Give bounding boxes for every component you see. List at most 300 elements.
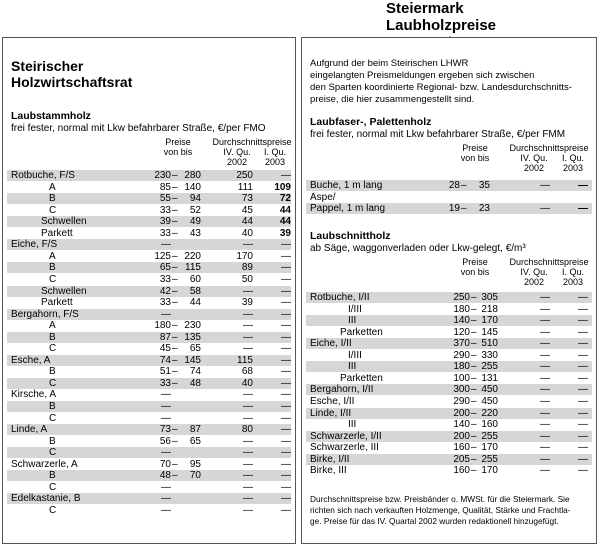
avg-iq-2003: — — [281, 377, 291, 389]
price-from: 74 — [159, 354, 171, 366]
avg-iq-2003: — — [281, 262, 291, 274]
range-dash: – — [471, 361, 477, 373]
price-from: 200 — [453, 407, 470, 419]
avg-iv-2002: — — [540, 465, 550, 477]
price-to: 450 — [481, 395, 498, 407]
avg-iq-2003: — — [578, 203, 588, 214]
row-label: B — [49, 470, 56, 482]
avg-iq-2003: — — [578, 407, 588, 419]
avg-iq-2003: — — [281, 366, 291, 378]
row-label: B — [49, 193, 56, 205]
avg-iv-2002: — — [243, 458, 253, 470]
range-dash: – — [172, 285, 178, 297]
price-from: 42 — [159, 285, 171, 297]
price-from: 180 — [453, 361, 470, 373]
avg-iv-2002: 115 — [237, 354, 253, 366]
avg-iq-2003: — — [281, 424, 291, 436]
price-to: 58 — [189, 285, 201, 297]
avg-iq-2003: — — [281, 354, 291, 366]
avg-iv-2002: — — [540, 442, 550, 454]
row-label: Parketten — [340, 326, 383, 338]
row-label: Edelkastanie, B — [11, 493, 81, 505]
table-row — [306, 454, 592, 465]
row-label: I/III — [348, 349, 362, 361]
avg-iq-2003: — — [281, 435, 291, 447]
range-dash: – — [471, 419, 477, 431]
org-name-line1: Steirischer — [11, 58, 84, 74]
price-to: 160 — [481, 419, 498, 431]
price-to: 60 — [189, 273, 201, 285]
row-label: Rotbuche, I/II — [310, 292, 370, 303]
range-dash: – — [172, 216, 178, 228]
table-row — [7, 297, 291, 308]
row-label: III — [348, 419, 357, 431]
range-dash: – — [471, 384, 477, 396]
table-row — [306, 350, 592, 361]
table-row — [306, 315, 592, 326]
price-to: 220 — [184, 250, 201, 262]
avg-iq-2003: — — [281, 343, 291, 355]
avg-iv-2002: — — [540, 384, 550, 396]
table-row — [306, 465, 592, 476]
price-from: 370 — [453, 338, 470, 350]
avg-iv-2002: — — [243, 331, 253, 343]
section1-subtitle: frei fester, normal mit Lkw befahrbarer Straße, €/per FMM — [310, 129, 566, 140]
range-dash: – — [461, 203, 467, 214]
table-row — [7, 413, 291, 424]
range-dash: – — [471, 430, 477, 442]
price-from: 290 — [453, 349, 470, 361]
table-row — [306, 180, 592, 191]
table-row — [7, 182, 291, 193]
row-label: Schwellen — [41, 216, 87, 228]
row-label: B — [49, 331, 56, 343]
table-row — [306, 419, 592, 430]
table-row — [7, 459, 291, 470]
s2-col-iv: IV. Qu. — [520, 267, 548, 277]
price-to: 170 — [481, 465, 498, 477]
price-from: 45 — [159, 343, 171, 355]
price-from: 300 — [453, 384, 470, 396]
range-dash: – — [471, 292, 477, 303]
price-from: 33 — [159, 227, 171, 239]
price-to: 49 — [189, 216, 201, 228]
row-label: Kirsche, A — [11, 389, 57, 401]
header-region: Steiermark — [386, 0, 464, 17]
avg-iv-2002: — — [243, 401, 253, 412]
table-row — [7, 436, 291, 447]
row-label: Schwarzerle, III — [310, 442, 379, 454]
avg-iv-2002: — — [243, 412, 253, 424]
range-dash: – — [471, 338, 477, 350]
range-dash: – — [172, 343, 178, 355]
footnote-line: Durchschnittspreise bzw. Preisbänder o. MWSt. für die Steiermark. Sie — [310, 494, 570, 504]
range-dash: – — [172, 435, 178, 447]
price-to: 65 — [189, 343, 201, 355]
range-dash: – — [172, 204, 178, 216]
col-header-vonbis: von bis — [163, 147, 193, 157]
table-row — [306, 396, 592, 407]
avg-iv-2002: 170 — [236, 250, 253, 262]
price-to: 43 — [189, 227, 201, 239]
row-label: Parkett — [41, 227, 73, 239]
row-label: C — [49, 273, 57, 285]
avg-iv-2002: — — [243, 320, 253, 332]
avg-iq-2003: — — [281, 458, 291, 470]
avg-iv-2002: — — [243, 389, 253, 401]
row-label: Bergahorn, I/II — [310, 384, 374, 396]
price-from: 33 — [159, 273, 171, 285]
table-row — [7, 366, 291, 377]
avg-iv-2002: — — [243, 239, 253, 251]
avg-iv-2002: — — [540, 372, 550, 384]
avg-iq-2003: — — [578, 349, 588, 361]
price-from: 120 — [453, 326, 470, 338]
range-dash: – — [461, 180, 467, 191]
section2-title: Laubschnittholz — [310, 230, 391, 242]
table-row — [7, 343, 291, 354]
table-row — [7, 482, 291, 493]
avg-iq-2003: — — [578, 292, 588, 303]
price-from: — — [161, 504, 171, 516]
s1-col-iq: I. Qu. — [561, 153, 584, 163]
range-dash: – — [172, 458, 178, 470]
row-label: Linde, I/II — [310, 407, 352, 419]
s2-col-preise: Preise — [462, 257, 488, 267]
avg-iq-2003: — — [578, 326, 588, 338]
price-from: 140 — [453, 419, 470, 431]
price-to: 145 — [481, 326, 498, 338]
avg-iq-2003: 44 — [279, 216, 291, 228]
avg-iv-2002: — — [243, 493, 253, 505]
price-from: — — [161, 481, 171, 493]
s2-col-2003: 2003 — [562, 277, 584, 287]
avg-iq-2003: 72 — [279, 193, 291, 205]
price-to: 218 — [481, 303, 498, 315]
s1-col-2002: 2002 — [523, 163, 545, 173]
table-row — [7, 170, 291, 181]
footnote-line: richten sich nach verkauften Holzmenge, Qualität, Stärke und Frachtla- — [310, 505, 571, 515]
price-to: 305 — [481, 292, 498, 303]
price-to: 255 — [481, 430, 498, 442]
avg-iq-2003: — — [281, 470, 291, 482]
row-label: C — [49, 447, 57, 459]
table-row — [7, 239, 291, 250]
price-to: 87 — [189, 424, 201, 436]
s1-col-iv: IV. Qu. — [520, 153, 548, 163]
avg-iv-2002: — — [243, 447, 253, 459]
price-from: 160 — [453, 442, 470, 454]
table-row — [7, 286, 291, 297]
row-label: I/III — [348, 303, 362, 315]
avg-iq-2003: — — [578, 315, 588, 327]
avg-iv-2002: — — [243, 308, 253, 320]
range-dash: – — [172, 193, 178, 205]
table-row — [7, 228, 291, 239]
price-to: 135 — [184, 331, 201, 343]
price-to: 145 — [184, 354, 201, 366]
avg-iv-2002: — — [540, 419, 550, 431]
avg-iq-2003: — — [281, 412, 291, 424]
table-row — [306, 292, 592, 303]
right-panel — [301, 37, 597, 544]
price-from: 55 — [159, 193, 171, 205]
row-label: C — [49, 204, 57, 216]
row-label: A — [49, 320, 56, 332]
intro-line: den Sparten koordinierte Regional- bzw. Landesdurchschnitts- — [310, 82, 572, 93]
range-dash: – — [172, 170, 178, 181]
table-row — [306, 361, 592, 372]
row-label: A — [49, 250, 56, 262]
price-from: 51 — [159, 366, 171, 378]
price-from: — — [161, 239, 171, 251]
org-name-line2: Holzwirtschaftsrat — [11, 74, 133, 90]
avg-iq-2003: — — [578, 303, 588, 315]
price-from: — — [161, 401, 171, 412]
price-from: — — [161, 308, 171, 320]
price-from: 73 — [159, 424, 171, 436]
intro-line: eingelangten Preismeldungen ergeben sich zwischen — [310, 70, 535, 81]
header-title: Laubholzpreise — [386, 17, 497, 34]
row-label: Birke, I/II — [310, 453, 350, 465]
price-to: 70 — [189, 470, 201, 482]
price-from: 56 — [159, 435, 171, 447]
price-to: 95 — [189, 458, 201, 470]
avg-iv-2002: 111 — [237, 181, 253, 193]
table-row — [306, 338, 592, 349]
price-from: 65 — [159, 262, 171, 274]
price-to: 74 — [189, 366, 201, 378]
table-row — [7, 205, 291, 216]
table-row — [7, 424, 291, 435]
table-row — [7, 320, 291, 331]
table-row — [7, 355, 291, 366]
row-label: C — [49, 343, 57, 355]
price-from: 87 — [159, 331, 171, 343]
row-label: B — [49, 435, 56, 447]
row-label: Bergahorn, F/S — [11, 308, 79, 320]
row-label: III — [348, 315, 357, 327]
avg-iv-2002: 40 — [241, 227, 253, 239]
row-label: Birke, III — [310, 465, 347, 477]
price-from: 28 — [448, 180, 460, 191]
table-row — [306, 304, 592, 315]
row-label: III — [348, 361, 357, 373]
avg-iv-2002: — — [540, 326, 550, 338]
avg-iq-2003: 44 — [279, 204, 291, 216]
price-to: 48 — [189, 377, 201, 389]
row-label: Schwarzerle, I/II — [310, 430, 382, 442]
avg-iv-2002: 73 — [241, 193, 253, 205]
price-to: 65 — [189, 435, 201, 447]
price-from: 180 — [154, 320, 171, 332]
avg-iv-2002: — — [540, 180, 550, 191]
avg-iv-2002: — — [540, 349, 550, 361]
avg-iv-2002: — — [540, 203, 550, 214]
avg-iq-2003: — — [578, 419, 588, 431]
avg-iv-2002: 50 — [241, 273, 253, 285]
row-label: Rotbuche, F/S — [11, 170, 75, 181]
table-row — [7, 216, 291, 227]
s1-col-preise: Preise — [462, 143, 488, 153]
row-label: Esche, A — [11, 354, 51, 366]
price-from: — — [161, 493, 171, 505]
avg-iq-2003: — — [578, 384, 588, 396]
avg-iv-2002: — — [540, 453, 550, 465]
avg-iq-2003: — — [281, 297, 291, 309]
row-label: Eiche, F/S — [11, 239, 58, 251]
price-to: 131 — [481, 372, 498, 384]
row-label: B — [49, 262, 56, 274]
avg-iv-2002: — — [540, 315, 550, 327]
left-panel — [2, 37, 296, 544]
range-dash: – — [172, 262, 178, 274]
price-from: 230 — [154, 170, 171, 181]
table-row — [306, 442, 592, 453]
avg-iq-2003: 109 — [274, 181, 291, 193]
avg-iq-2003: — — [578, 338, 588, 350]
row-label: Eiche, I/II — [310, 338, 352, 350]
avg-iq-2003: — — [281, 170, 291, 181]
avg-iq-2003: — — [578, 361, 588, 373]
s2-col-2002: 2002 — [523, 277, 545, 287]
range-dash: – — [471, 407, 477, 419]
intro-line: Aufgrund der beim Steirischen LHWR — [310, 58, 469, 69]
avg-iq-2003: — — [281, 331, 291, 343]
table-row — [7, 193, 291, 204]
avg-iq-2003: — — [578, 395, 588, 407]
footnote-line: ge. Preise für das IV. Quartal 2002 wurden redaktionell hinzugefügt. — [310, 516, 559, 526]
price-to: 52 — [189, 204, 201, 216]
avg-iq-2003: — — [281, 447, 291, 459]
row-label: Schwellen — [41, 285, 87, 297]
avg-iv-2002: 250 — [236, 170, 253, 181]
avg-iv-2002: 44 — [241, 216, 253, 228]
section2-subtitle: ab Säge, waggonverladen oder Lkw-gelegt, €/m³ — [310, 243, 526, 254]
avg-iq-2003: — — [281, 285, 291, 297]
price-from: 33 — [159, 377, 171, 389]
section1-title: Laubfaser-, Palettenholz — [310, 116, 432, 128]
avg-iq-2003: — — [281, 320, 291, 332]
avg-iv-2002: — — [243, 343, 253, 355]
avg-iq-2003: 39 — [279, 227, 291, 239]
price-to: 140 — [184, 181, 201, 193]
s1-col-vonbis: von bis — [460, 153, 490, 163]
range-dash: – — [172, 377, 178, 389]
avg-iv-2002: 80 — [241, 424, 253, 436]
price-from: 160 — [453, 465, 470, 477]
price-from: 140 — [453, 315, 470, 327]
range-dash: – — [471, 315, 477, 327]
avg-iq-2003: — — [578, 442, 588, 454]
table-row — [306, 431, 592, 442]
row-label: Schwarzerle, A — [11, 458, 78, 470]
table-row — [306, 384, 592, 395]
avg-iv-2002: — — [243, 481, 253, 493]
avg-iv-2002: 89 — [241, 262, 253, 274]
avg-iq-2003: — — [578, 372, 588, 384]
price-from: — — [161, 447, 171, 459]
section-title: Laubstammholz — [11, 110, 91, 122]
range-dash: – — [172, 273, 178, 285]
table-row — [7, 251, 291, 262]
avg-iq-2003: — — [281, 308, 291, 320]
avg-iv-2002: 39 — [241, 297, 253, 309]
s1-col-durch: Durchschnittspreise — [509, 143, 589, 153]
avg-iq-2003: — — [281, 504, 291, 516]
range-dash: – — [172, 250, 178, 262]
table-row — [306, 203, 592, 214]
col-header-iq: I. Qu. — [263, 147, 286, 157]
row-label: C — [49, 504, 57, 516]
row-label: Pappel, 1 m lang — [310, 203, 386, 214]
range-dash: – — [471, 395, 477, 407]
table-row — [7, 309, 291, 320]
range-dash: – — [172, 354, 178, 366]
intro-line: preise, die hier zusammengestellt sind. — [310, 94, 475, 105]
col-header-durch: Durchschnittspreise — [212, 137, 292, 147]
avg-iv-2002: — — [243, 504, 253, 516]
avg-iv-2002: — — [540, 407, 550, 419]
table-row — [7, 447, 291, 458]
table-row — [306, 192, 592, 203]
avg-iv-2002: — — [243, 470, 253, 482]
price-to: 35 — [478, 180, 490, 191]
avg-iv-2002: — — [540, 361, 550, 373]
price-to: 220 — [481, 407, 498, 419]
price-from: 33 — [159, 204, 171, 216]
range-dash: – — [471, 442, 477, 454]
price-to: 255 — [481, 453, 498, 465]
price-from: — — [161, 412, 171, 424]
avg-iq-2003: — — [281, 389, 291, 401]
price-from: 200 — [453, 430, 470, 442]
price-from: 85 — [159, 181, 171, 193]
s2-col-vonbis: von bis — [460, 267, 490, 277]
row-label: B — [49, 401, 56, 412]
range-dash: – — [172, 424, 178, 436]
range-dash: – — [471, 453, 477, 465]
avg-iq-2003: — — [281, 273, 291, 285]
range-dash: – — [172, 331, 178, 343]
price-from: 205 — [453, 453, 470, 465]
row-label: Parketten — [340, 372, 383, 384]
table-row — [7, 470, 291, 481]
avg-iq-2003: — — [281, 481, 291, 493]
avg-iq-2003: — — [578, 465, 588, 477]
table-row — [7, 378, 291, 389]
s1-col-2003: 2003 — [562, 163, 584, 173]
price-to: 255 — [481, 361, 498, 373]
table-row — [306, 327, 592, 338]
price-from: 70 — [159, 458, 171, 470]
row-label: Linde, A — [11, 424, 48, 436]
range-dash: – — [471, 465, 477, 477]
price-to: 115 — [185, 262, 201, 274]
s2-col-durch: Durchschnittspreise — [509, 257, 589, 267]
avg-iv-2002: — — [540, 303, 550, 315]
range-dash: – — [172, 227, 178, 239]
avg-iq-2003: — — [281, 493, 291, 505]
row-label: C — [49, 412, 57, 424]
row-label: Buche, 1 m lang — [310, 180, 383, 191]
range-dash: – — [471, 372, 477, 384]
row-label: A — [49, 181, 56, 193]
price-to: 280 — [184, 170, 201, 181]
range-dash: – — [172, 297, 178, 309]
avg-iv-2002: — — [243, 285, 253, 297]
price-from: 100 — [453, 372, 470, 384]
